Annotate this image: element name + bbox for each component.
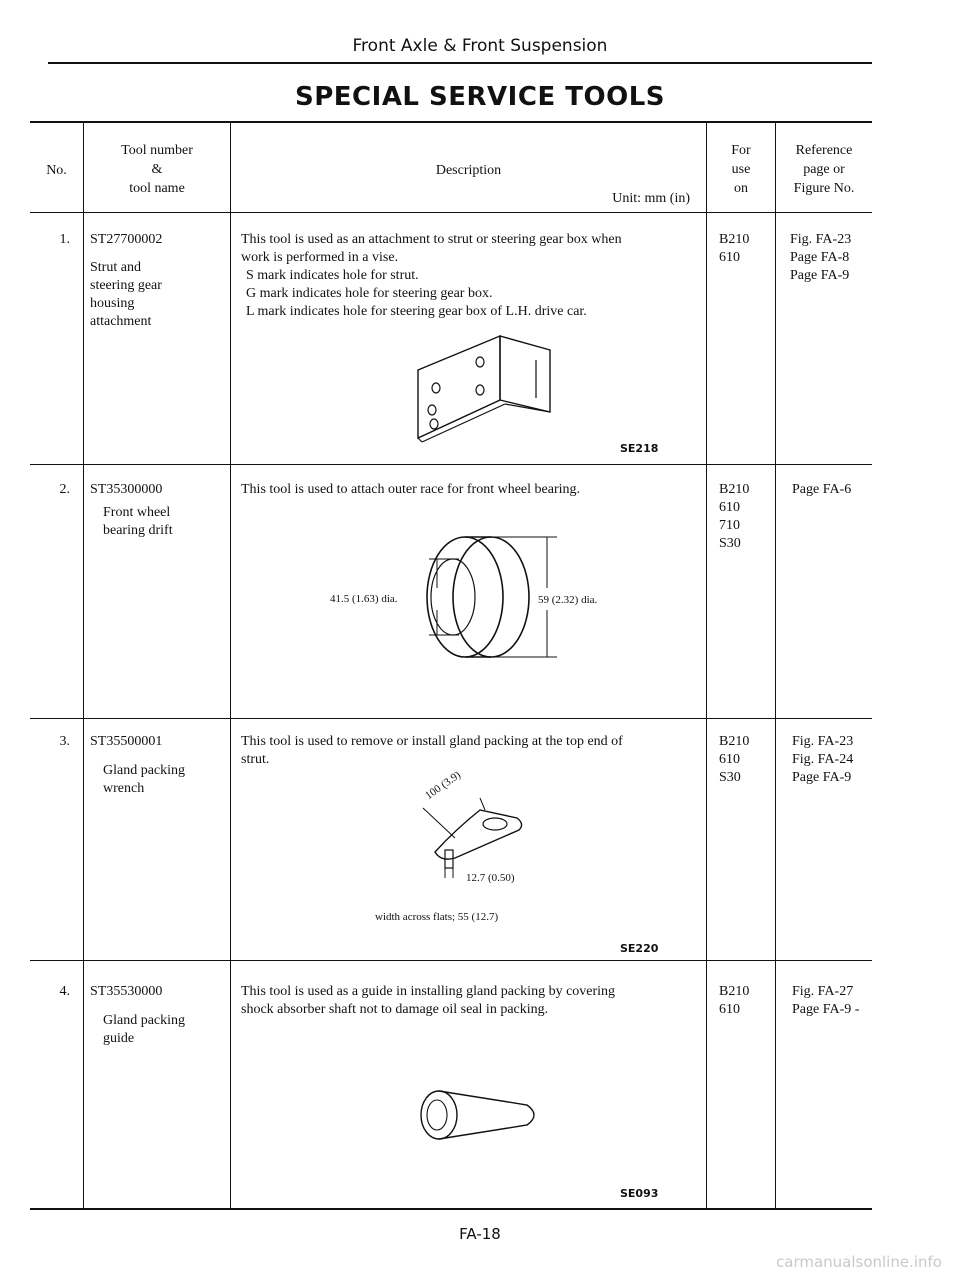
description-line: strut. bbox=[241, 752, 270, 767]
reference-line: Page FA-8 bbox=[790, 250, 850, 265]
col-header-ref-line: Reference bbox=[795, 143, 853, 158]
row-2-dimension-left: 41.5 (1.63) dia. bbox=[330, 593, 398, 605]
reference-line: Page FA-9 - bbox=[792, 1002, 860, 1017]
row-1-description bbox=[241, 231, 701, 321]
row-2-no: 2. bbox=[59, 482, 70, 497]
reference-line: Fig. FA-23 bbox=[790, 232, 852, 247]
tool-name-line: guide bbox=[103, 1031, 135, 1046]
row-1-tool-name bbox=[90, 259, 162, 331]
reference-line: Fig. FA-23 bbox=[792, 734, 854, 749]
tool-name-line: Front wheel bbox=[103, 505, 171, 520]
row-3-tool-number: ST35500001 bbox=[90, 734, 163, 749]
row-3-description bbox=[241, 733, 701, 769]
row-3-no: 3. bbox=[59, 734, 70, 749]
for-use-on-line: 710 bbox=[719, 518, 740, 533]
row-4-figure-code: SE093 bbox=[620, 1187, 659, 1200]
watermark: carmanualsonline.info bbox=[776, 1253, 942, 1271]
col-header-tool-line: Tool number bbox=[121, 143, 193, 158]
row-3-for-use-on bbox=[719, 733, 749, 787]
col-divider-for bbox=[775, 122, 776, 1209]
for-use-on-line: B210 bbox=[719, 232, 750, 247]
row-2-reference: Page FA-6 bbox=[792, 482, 852, 497]
col-header-ref-line: Figure No. bbox=[793, 181, 855, 196]
col-header-for-line: use bbox=[731, 162, 751, 177]
for-use-on-line: B210 bbox=[719, 482, 750, 497]
for-use-on-line: 610 bbox=[719, 500, 740, 515]
col-header-tool-line: tool name bbox=[129, 181, 185, 196]
for-use-on-line: B210 bbox=[719, 984, 750, 999]
description-line: This tool is used to remove or install gland packing at the top end of bbox=[241, 734, 623, 749]
row-2-for-use-on bbox=[719, 481, 749, 553]
col-divider-no bbox=[83, 122, 84, 1209]
description-line: work is performed in a vise. bbox=[241, 250, 399, 265]
gland-packing-wrench-figure bbox=[395, 790, 535, 880]
col-header-unit: Unit: mm (in) bbox=[612, 191, 690, 206]
col-header-ref-line: page or bbox=[803, 162, 845, 177]
for-use-on-line: S30 bbox=[719, 536, 741, 551]
row-2-tool-number: ST35300000 bbox=[90, 482, 163, 497]
strut-attachment-figure bbox=[410, 330, 560, 445]
col-header-tool bbox=[84, 141, 230, 198]
reference-line: Page FA-9 bbox=[790, 268, 850, 283]
tool-name-line: bearing drift bbox=[103, 523, 173, 538]
row-4-no: 4. bbox=[59, 984, 70, 999]
row-3-reference bbox=[792, 733, 853, 787]
tool-name-line: Strut and bbox=[90, 260, 141, 275]
row-divider-1 bbox=[30, 464, 872, 465]
tool-name-line: Gland packing bbox=[103, 763, 186, 778]
col-header-reference bbox=[776, 141, 872, 198]
for-use-on-line: S30 bbox=[719, 770, 741, 785]
description-line: G mark indicates hole for steering gear box. bbox=[246, 286, 493, 301]
page-title: SPECIAL SERVICE TOOLS bbox=[295, 82, 665, 112]
tool-name-line: wrench bbox=[103, 781, 145, 796]
col-divider-tool bbox=[230, 122, 231, 1209]
col-header-for-line: For bbox=[731, 143, 751, 158]
row-divider-2 bbox=[30, 718, 872, 719]
table-header-rule bbox=[30, 212, 872, 213]
row-1-reference bbox=[790, 231, 851, 285]
description-line: L mark indicates hole for steering gear box of L.H. drive car. bbox=[246, 304, 587, 319]
row-1-tool-number: ST27700002 bbox=[90, 232, 163, 247]
for-use-on-line: 610 bbox=[719, 1002, 740, 1017]
tool-name-line: steering gear bbox=[90, 278, 162, 293]
description-line: This tool is used as a guide in installing gland packing by covering bbox=[241, 984, 616, 999]
reference-line: Fig. FA-24 bbox=[792, 752, 854, 767]
description-line: S mark indicates hole for strut. bbox=[246, 268, 419, 283]
table-bottom-rule bbox=[30, 1208, 872, 1210]
reference-line: Fig. FA-27 bbox=[792, 984, 854, 999]
tool-name-line: Gland packing bbox=[103, 1013, 186, 1028]
col-header-no: No. bbox=[46, 163, 67, 178]
row-4-tool-name bbox=[103, 1012, 185, 1048]
description-line: This tool is used as an attachment to strut or steering gear box when bbox=[241, 232, 622, 247]
row-2-description: This tool is used to attach outer race for front wheel bearing. bbox=[241, 482, 580, 497]
row-3-dimension-pin: 12.7 (0.50) bbox=[466, 872, 515, 884]
table-top-rule bbox=[30, 121, 872, 123]
tool-name-line: attachment bbox=[90, 314, 152, 329]
row-3-tool-name bbox=[103, 762, 185, 798]
row-1-no: 1. bbox=[59, 232, 70, 247]
col-header-for-use-on bbox=[707, 141, 775, 198]
page-number: FA-18 bbox=[459, 1225, 501, 1243]
row-1-figure-code: SE218 bbox=[620, 442, 659, 455]
row-2-tool-name bbox=[103, 504, 173, 540]
col-header-description: Description bbox=[435, 163, 502, 178]
row-3-dimension-angle: 100 (3.9) bbox=[423, 769, 464, 802]
row-3-figure-code: SE220 bbox=[620, 942, 659, 955]
for-use-on-line: 610 bbox=[719, 752, 740, 767]
for-use-on-line: 610 bbox=[719, 250, 740, 265]
col-header-for-line: on bbox=[734, 181, 748, 196]
row-4-description bbox=[241, 983, 701, 1019]
row-1-for-use-on bbox=[719, 231, 749, 267]
running-header: Front Axle & Front Suspension bbox=[352, 36, 608, 56]
header-rule bbox=[48, 62, 872, 64]
col-header-tool-line: & bbox=[151, 162, 163, 177]
tool-name-line: housing bbox=[90, 296, 135, 311]
col-divider-desc bbox=[706, 122, 707, 1209]
row-divider-3 bbox=[30, 960, 872, 961]
row-4-for-use-on bbox=[719, 983, 749, 1019]
gland-packing-guide-figure bbox=[415, 1085, 545, 1145]
row-3-dimension-width: width across flats; 55 (12.7) bbox=[375, 911, 499, 923]
for-use-on-line: B210 bbox=[719, 734, 750, 749]
description-line: shock absorber shaft not to damage oil seal in packing. bbox=[241, 1002, 549, 1017]
row-4-tool-number: ST35530000 bbox=[90, 984, 163, 999]
row-4-reference bbox=[792, 983, 859, 1019]
reference-line: Page FA-9 bbox=[792, 770, 852, 785]
row-2-dimension-right: 59 (2.32) dia. bbox=[538, 594, 598, 606]
